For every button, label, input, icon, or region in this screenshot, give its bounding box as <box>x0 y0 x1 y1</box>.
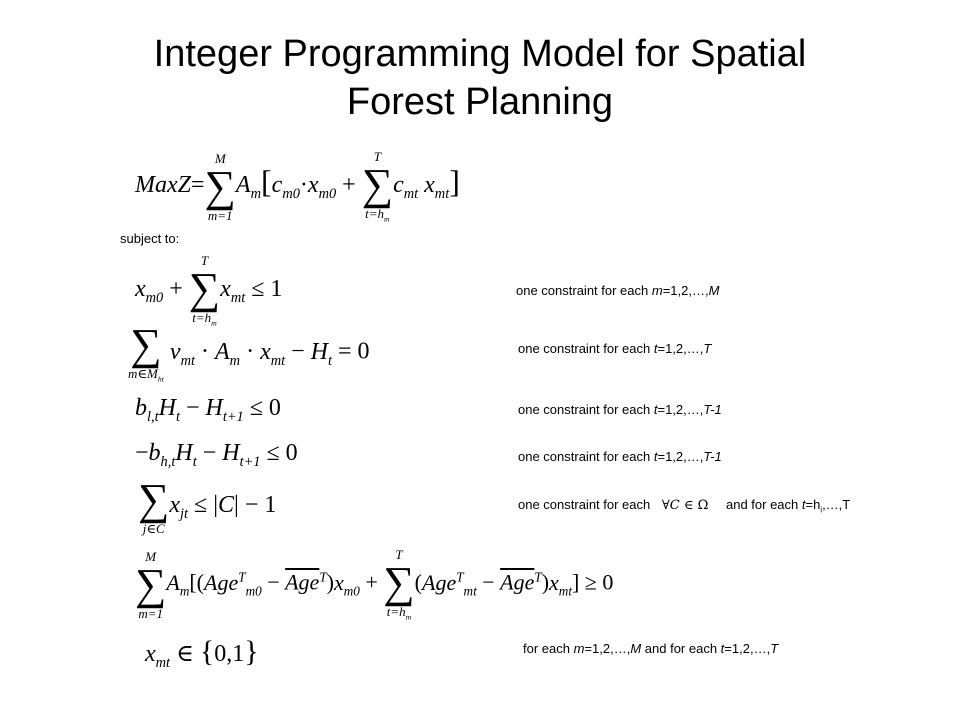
constraint-4-note: one constraint for each t=1,2,…,T-1 <box>518 449 722 464</box>
title-line-1: Integer Programming Model for Spatial <box>153 33 807 75</box>
constraint-1-equation: $x_{m0}$ + T ∑ $t=h_m$ $x_{mt} \le 1$ <box>135 253 283 328</box>
constraint-2-equation: ∑ $m\in M_{ht}$ $v_{mt} \cdot A_m \cdot x_{mt} - H_t = 0$ <box>128 320 370 384</box>
constraint-1-note: one constraint for each m=1,2,…,M <box>516 283 720 298</box>
for-all-c-in-omega-symbol: ∀C ∈ Ω <box>661 498 709 513</box>
constraint-7-note: for each m=1,2,…,M and for each t=1,2,…,T <box>523 641 779 656</box>
constraint-3-equation: $b_{l,t}H_t - H_{t+1} \le 0$ <box>135 395 281 425</box>
objective-equation: MaxZ= M ∑ m=1 $A_m[c_{m0}\cdot x_{m0}$ + T ∑ $t=h_m$ $c_{mt}$ $x_{mt}$] <box>135 149 460 224</box>
constraint-5-equation: ∑ j∈C $x_{jt} \le |C| - 1$ <box>138 475 277 536</box>
constraint-2-note: one constraint for each t=1,2,…,T <box>518 341 712 356</box>
slide-title <box>0 30 960 126</box>
constraint-3-note: one constraint for each t=1,2,…,T-1 <box>518 402 722 417</box>
title-line-2: Forest Planning <box>346 81 614 123</box>
constraint-5-note: one constraint for each ∀C ∈ Ω and for each $t=h_i,\dots,T$ <box>518 497 851 515</box>
constraint-4-equation: $-b_{h,t}H_t - H_{t+1} \le 0$ <box>135 440 298 470</box>
constraint-7-equation: $x_{mt}$ ∈ {0,1} <box>145 635 259 671</box>
constraint-6-equation: M ∑ m=1 $A_m[(Age^T_{m0} - \overline{Age}^T)x_{m0}$ + T ∑ $t=h_m$ $(Age^T_{mt} - \overline{Age}^T)x_{mt}] \ge 0$ <box>135 547 614 622</box>
subject-to-label: subject to: <box>120 231 180 246</box>
